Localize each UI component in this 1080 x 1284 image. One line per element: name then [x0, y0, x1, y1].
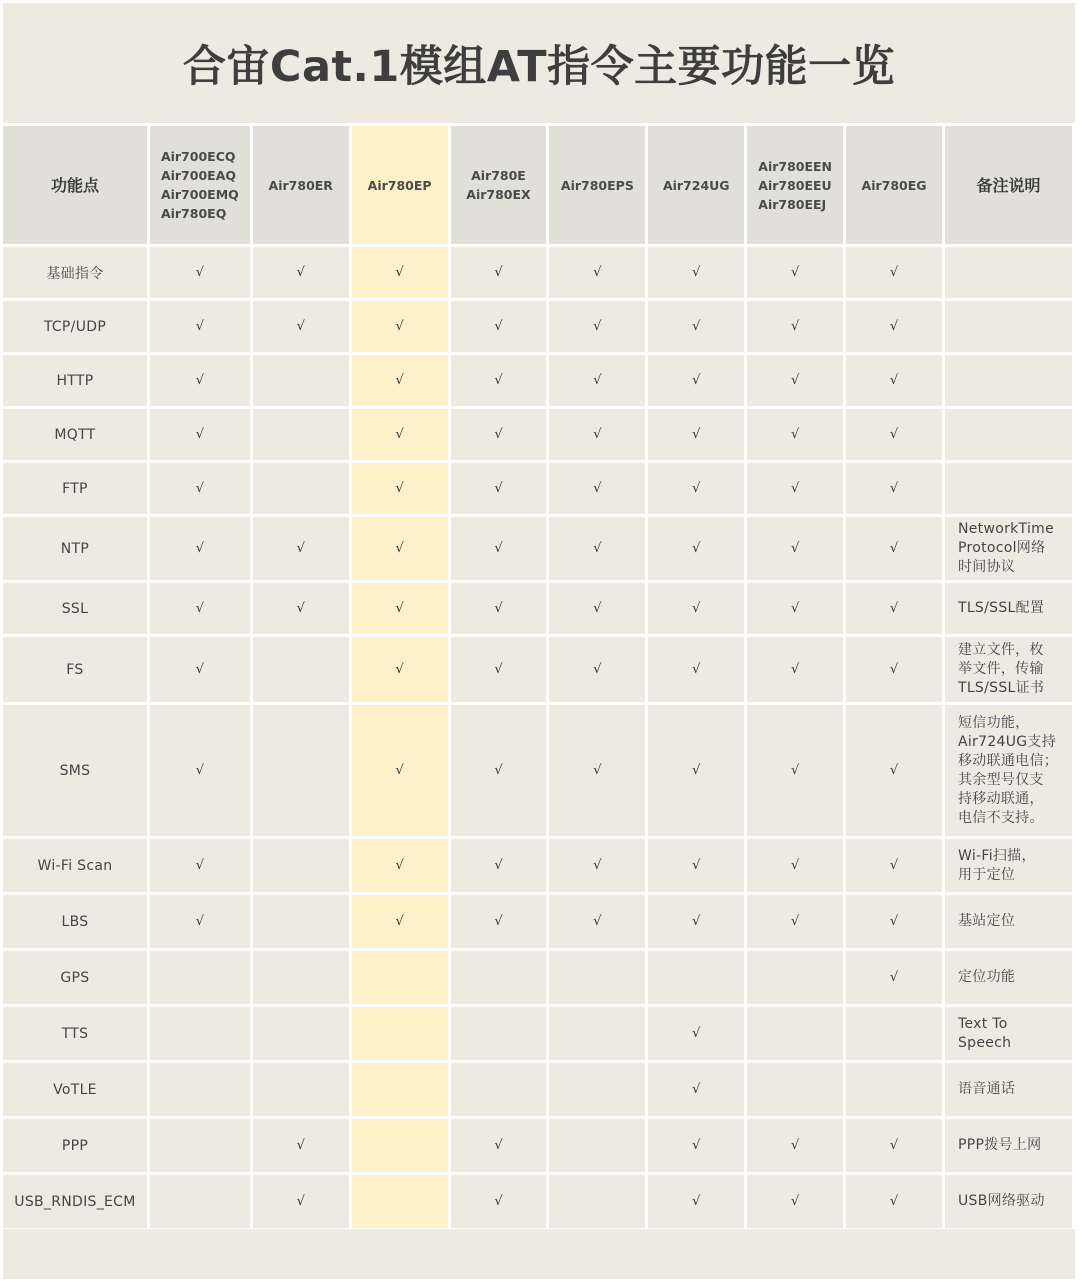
table-row [3, 355, 1072, 406]
table-row [3, 951, 1072, 1004]
check-mark-cell: √ [846, 409, 942, 460]
empty-cell [150, 1007, 250, 1060]
feature-name: FS [3, 637, 147, 702]
table-row [3, 583, 1072, 634]
empty-cell [747, 1007, 843, 1060]
feature-name: TCP/UDP [3, 301, 147, 352]
empty-cell [747, 1063, 843, 1116]
check-mark-cell: √ [352, 409, 448, 460]
table-row [3, 517, 1072, 580]
text-line: 基站定位 [957, 913, 1016, 929]
feature-name: GPS [3, 951, 147, 1004]
check-mark-cell: √ [846, 517, 942, 580]
check-mark-cell: √ [648, 839, 744, 892]
check-mark-cell: √ [747, 637, 843, 702]
check-mark-cell: √ [747, 895, 843, 948]
text-line: PPP拨号上网 [957, 1137, 1042, 1153]
check-mark-cell: √ [747, 409, 843, 460]
text-line: Air780EQ [160, 206, 227, 221]
note-cell [945, 1175, 1072, 1228]
text-line: 持移动联通， [957, 790, 1044, 807]
check-mark-cell: √ [352, 895, 448, 948]
check-mark-cell: √ [150, 301, 250, 352]
feature-name: SSL [3, 583, 147, 634]
check-mark-cell: √ [846, 301, 942, 352]
check-mark-cell: √ [451, 637, 547, 702]
check-mark-cell: √ [150, 583, 250, 634]
empty-cell [253, 409, 349, 460]
check-mark-cell: √ [846, 583, 942, 634]
check-mark-cell: √ [150, 247, 250, 298]
check-mark-cell: √ [846, 355, 942, 406]
text-line: Air780ER [268, 177, 333, 193]
check-mark-cell: √ [648, 1119, 744, 1172]
table-row [3, 637, 1072, 702]
empty-cell [253, 705, 349, 836]
empty-cell [747, 951, 843, 1004]
check-mark-cell: √ [648, 355, 744, 406]
check-mark-cell: √ [253, 583, 349, 634]
text-line: 电信不支持。 [957, 809, 1044, 826]
check-mark-cell: √ [253, 247, 349, 298]
empty-cell [352, 1119, 448, 1172]
empty-cell [352, 951, 448, 1004]
text-line: TLS/SSL证书 [957, 680, 1045, 696]
text-line: Speech [957, 1034, 1012, 1051]
check-mark-cell: √ [747, 705, 843, 836]
empty-cell [451, 951, 547, 1004]
empty-cell [150, 1175, 250, 1228]
table-row [3, 705, 1072, 836]
note-cell [945, 247, 1072, 298]
check-mark-cell: √ [451, 1119, 547, 1172]
empty-cell [253, 951, 349, 1004]
note-cell [945, 839, 1072, 892]
check-mark-cell: √ [549, 895, 645, 948]
text-line: 时间协议 [957, 559, 1016, 575]
header-model [451, 126, 547, 244]
check-mark-cell: √ [451, 301, 547, 352]
text-line: Text To [957, 1015, 1008, 1032]
table-row [3, 1119, 1072, 1172]
feature-name: HTTP [3, 355, 147, 406]
table-row [3, 301, 1072, 352]
header-note: 备注说明 [945, 126, 1072, 244]
check-mark-cell: √ [846, 247, 942, 298]
empty-cell [648, 951, 744, 1004]
text-line: 语音通话 [957, 1081, 1016, 1097]
text-line: 移动联通电信； [957, 752, 1059, 769]
text-line: 定位功能 [957, 969, 1016, 985]
note-cell [945, 355, 1072, 406]
text-line: NetworkTime [957, 521, 1055, 537]
check-mark-cell: √ [747, 839, 843, 892]
text-line: Wi-Fi扫描， [957, 847, 1036, 864]
check-mark-cell: √ [150, 409, 250, 460]
check-mark-cell: √ [451, 1175, 547, 1228]
footer-space [3, 1229, 1075, 1279]
header-model [549, 126, 645, 244]
text-line: 建立文件，枚 [957, 642, 1044, 658]
check-mark-cell: √ [451, 517, 547, 580]
header-model [253, 126, 349, 244]
check-mark-cell: √ [846, 1175, 942, 1228]
check-mark-cell: √ [549, 839, 645, 892]
text-line: Air780EEU [758, 177, 832, 193]
check-mark-cell: √ [451, 409, 547, 460]
note-cell [945, 301, 1072, 352]
note-cell [945, 583, 1072, 634]
check-mark-cell: √ [549, 583, 645, 634]
check-mark-cell: √ [253, 1119, 349, 1172]
check-mark-cell: √ [150, 355, 250, 406]
empty-cell [253, 1063, 349, 1116]
check-mark-cell: √ [846, 705, 942, 836]
check-mark-cell: √ [253, 1175, 349, 1228]
check-mark-cell: √ [451, 839, 547, 892]
check-mark-cell: √ [747, 355, 843, 406]
check-mark-cell: √ [150, 517, 250, 580]
empty-cell [253, 895, 349, 948]
text-line: 短信功能， [957, 714, 1030, 731]
page-frame [3, 3, 1075, 1279]
text-line: Air780EP [367, 177, 432, 193]
text-line: 举文件，传输 [957, 661, 1044, 677]
check-mark-cell: √ [150, 463, 250, 514]
empty-cell [846, 1063, 942, 1116]
text-line: Air780E [471, 168, 526, 183]
empty-cell [150, 1119, 250, 1172]
page-title: 合宙Cat.1模组AT指令主要功能一览 [182, 41, 896, 92]
check-mark-cell: √ [747, 247, 843, 298]
table-row [3, 409, 1072, 460]
text-line: Air780EEN [758, 158, 833, 174]
text-line: Air780EX [466, 187, 531, 202]
empty-cell [253, 1007, 349, 1060]
check-mark-cell: √ [352, 839, 448, 892]
check-mark-cell: √ [846, 895, 942, 948]
text-line: Air700EMQ [160, 187, 239, 202]
check-mark-cell: √ [451, 583, 547, 634]
table-row [3, 1175, 1072, 1228]
check-mark-cell: √ [451, 355, 547, 406]
text-line: TLS/SSL配置 [957, 600, 1045, 616]
text-line: Air700ECQ [160, 149, 236, 164]
check-mark-cell: √ [549, 517, 645, 580]
check-mark-cell: √ [451, 705, 547, 836]
check-mark-cell: √ [253, 517, 349, 580]
check-mark-cell: √ [846, 951, 942, 1004]
note-cell [945, 463, 1072, 514]
check-mark-cell: √ [352, 583, 448, 634]
check-mark-cell: √ [648, 409, 744, 460]
check-mark-cell: √ [549, 409, 645, 460]
note-cell [945, 409, 1072, 460]
check-mark-cell: √ [648, 1007, 744, 1060]
header-model [747, 126, 843, 244]
text-line: USB网络驱动 [957, 1193, 1045, 1209]
empty-cell [846, 1007, 942, 1060]
feature-name: LBS [3, 895, 147, 948]
header-model [352, 126, 448, 244]
note-cell [945, 1007, 1072, 1060]
check-mark-cell: √ [549, 355, 645, 406]
check-mark-cell: √ [648, 301, 744, 352]
table-row [3, 463, 1072, 514]
text-line: Air724UG支持 [957, 733, 1057, 750]
note-cell [945, 895, 1072, 948]
check-mark-cell: √ [150, 839, 250, 892]
check-mark-cell: √ [451, 895, 547, 948]
text-line: 用于定位 [957, 866, 1016, 883]
check-mark-cell: √ [549, 247, 645, 298]
header-feature: 功能点 [3, 126, 147, 244]
check-mark-cell: √ [648, 583, 744, 634]
note-cell [945, 1119, 1072, 1172]
empty-cell [549, 951, 645, 1004]
check-mark-cell: √ [549, 463, 645, 514]
table-row [3, 839, 1072, 892]
text-line: 其余型号仅支 [957, 771, 1044, 788]
empty-cell [549, 1119, 645, 1172]
note-cell [945, 705, 1072, 836]
check-mark-cell: √ [747, 1175, 843, 1228]
header-model [846, 126, 942, 244]
check-mark-cell: √ [352, 463, 448, 514]
feature-name: FTP [3, 463, 147, 514]
check-mark-cell: √ [648, 247, 744, 298]
feature-table-wrap [3, 123, 1075, 1231]
check-mark-cell: √ [747, 301, 843, 352]
check-mark-cell: √ [352, 705, 448, 836]
check-mark-cell: √ [549, 301, 645, 352]
table-header-row [3, 126, 1072, 244]
check-mark-cell: √ [352, 517, 448, 580]
text-line: Air780EPS [560, 177, 634, 193]
feature-name: USB_RNDIS_ECM [3, 1175, 147, 1228]
header-model [648, 126, 744, 244]
check-mark-cell: √ [352, 355, 448, 406]
empty-cell [253, 839, 349, 892]
text-line: Air700EAQ [160, 168, 236, 183]
feature-table [0, 123, 1075, 1231]
note-cell [945, 1063, 1072, 1116]
check-mark-cell: √ [846, 839, 942, 892]
text-line: Air780EG [861, 177, 927, 193]
check-mark-cell: √ [747, 583, 843, 634]
check-mark-cell: √ [648, 517, 744, 580]
check-mark-cell: √ [352, 247, 448, 298]
feature-name: Wi-Fi Scan [3, 839, 147, 892]
empty-cell [549, 1175, 645, 1228]
feature-name: TTS [3, 1007, 147, 1060]
feature-name: PPP [3, 1119, 147, 1172]
check-mark-cell: √ [451, 247, 547, 298]
check-mark-cell: √ [747, 1119, 843, 1172]
empty-cell [253, 637, 349, 702]
empty-cell [549, 1007, 645, 1060]
empty-cell [150, 1063, 250, 1116]
check-mark-cell: √ [648, 895, 744, 948]
table-row [3, 1063, 1072, 1116]
empty-cell [451, 1007, 547, 1060]
feature-name: NTP [3, 517, 147, 580]
feature-name: 基础指令 [3, 247, 147, 298]
check-mark-cell: √ [150, 637, 250, 702]
check-mark-cell: √ [451, 463, 547, 514]
check-mark-cell: √ [648, 463, 744, 514]
check-mark-cell: √ [747, 517, 843, 580]
note-cell [945, 517, 1072, 580]
feature-name: MQTT [3, 409, 147, 460]
check-mark-cell: √ [549, 705, 645, 836]
check-mark-cell: √ [648, 1175, 744, 1228]
check-mark-cell: √ [150, 895, 250, 948]
feature-name: VoTLE [3, 1063, 147, 1116]
table-row [3, 247, 1072, 298]
check-mark-cell: √ [150, 705, 250, 836]
check-mark-cell: √ [352, 637, 448, 702]
empty-cell [352, 1175, 448, 1228]
table-row [3, 1007, 1072, 1060]
empty-cell [352, 1007, 448, 1060]
table-row [3, 895, 1072, 948]
text-line: Air724UG [662, 177, 730, 193]
empty-cell [150, 951, 250, 1004]
empty-cell [253, 355, 349, 406]
check-mark-cell: √ [648, 705, 744, 836]
feature-name: SMS [3, 705, 147, 836]
empty-cell [253, 463, 349, 514]
empty-cell [352, 1063, 448, 1116]
header-model [150, 126, 250, 244]
check-mark-cell: √ [747, 463, 843, 514]
text-line: Protocol网络 [957, 540, 1046, 556]
check-mark-cell: √ [846, 637, 942, 702]
check-mark-cell: √ [549, 637, 645, 702]
empty-cell [451, 1063, 547, 1116]
check-mark-cell: √ [253, 301, 349, 352]
check-mark-cell: √ [846, 1119, 942, 1172]
text-line: Air780EEJ [758, 196, 827, 212]
check-mark-cell: √ [846, 463, 942, 514]
empty-cell [549, 1063, 645, 1116]
note-cell [945, 951, 1072, 1004]
check-mark-cell: √ [648, 1063, 744, 1116]
note-cell [945, 637, 1072, 702]
check-mark-cell: √ [648, 637, 744, 702]
check-mark-cell: √ [352, 301, 448, 352]
